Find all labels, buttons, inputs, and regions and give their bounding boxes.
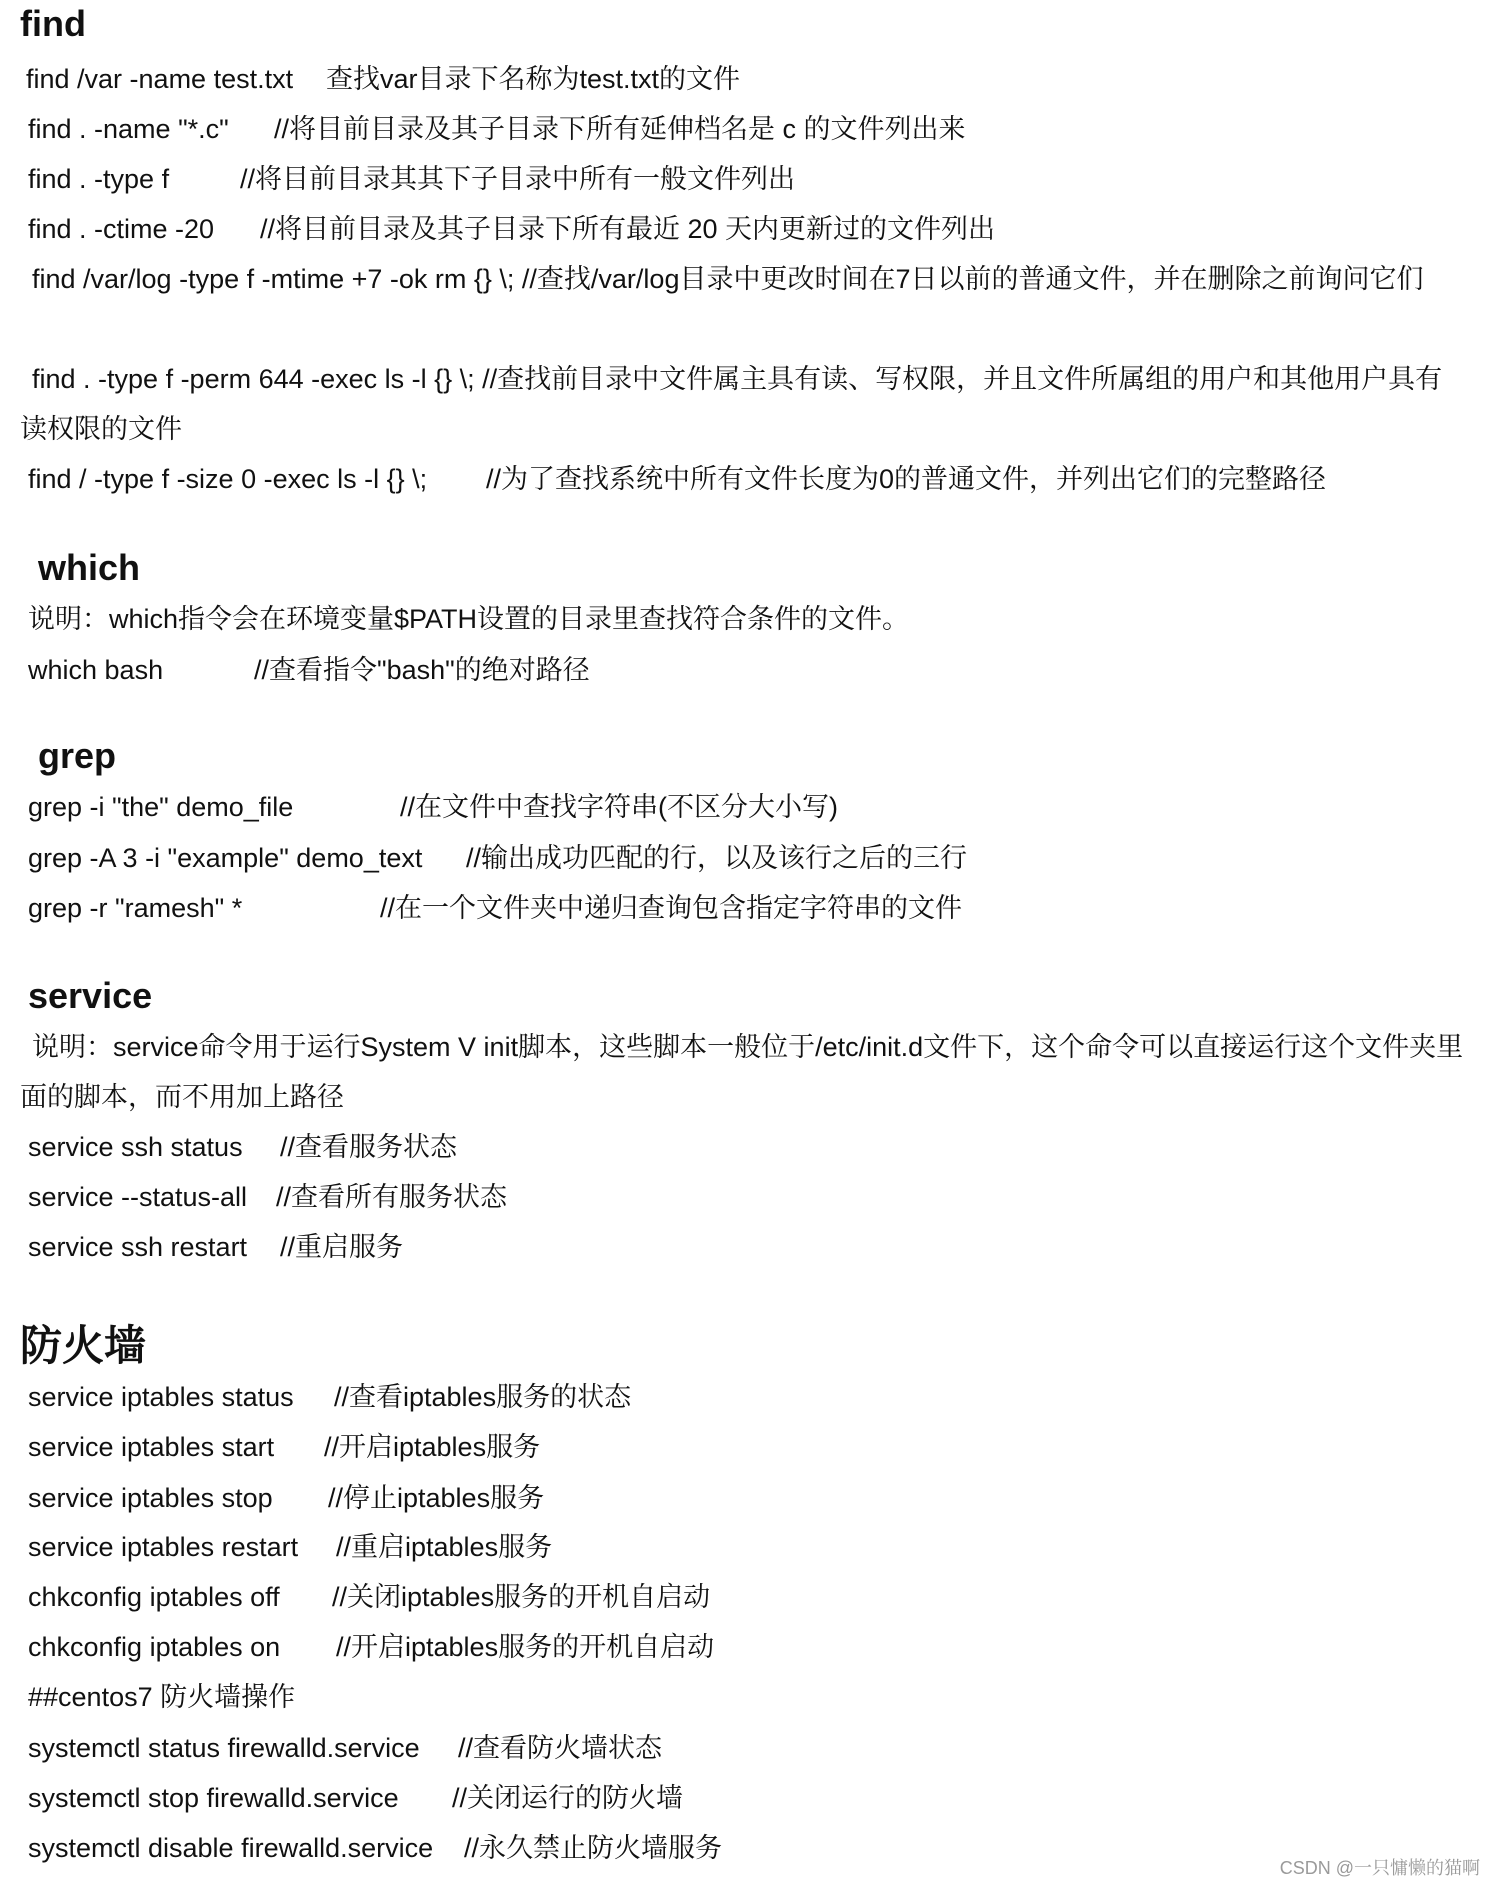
comment: //在一个文件夹中递归查询包含指定字符串的文件 bbox=[380, 893, 963, 923]
command: service ssh restart bbox=[28, 1232, 248, 1262]
comment: //重启服务 bbox=[280, 1232, 404, 1262]
firewall-centos7-note: ##centos7 防火墙操作 bbox=[28, 1682, 296, 1712]
command: systemctl stop firewalld.service bbox=[28, 1783, 399, 1813]
comment: 查找var目录下名称为test.txt的文件 bbox=[326, 64, 741, 94]
service-line-2 bbox=[28, 1172, 1468, 1222]
comment: //重启iptables服务 bbox=[336, 1532, 553, 1562]
command: service ssh status bbox=[28, 1132, 243, 1162]
command: find / -type f -size 0 -exec ls -l {} \; bbox=[28, 464, 428, 494]
find-line-5: find /var/log -type f -mtime +7 -ok rm {} \; //查找/var/log目录中更改时间在7日以前的普通文件，并在删除之前询问它们 bbox=[32, 264, 1424, 294]
firewall-line-4 bbox=[28, 1522, 1468, 1572]
comment: //查看iptables服务的状态 bbox=[334, 1382, 632, 1412]
command: grep -r "ramesh" * bbox=[28, 893, 243, 923]
grep-line-3 bbox=[28, 883, 1468, 933]
command: service --status-all bbox=[28, 1182, 248, 1212]
comment: //查看防火墙状态 bbox=[458, 1733, 663, 1763]
firewall-line-6 bbox=[28, 1622, 1468, 1672]
comment: //输出成功匹配的行，以及该行之后的三行 bbox=[466, 843, 968, 873]
comment: //查看所有服务状态 bbox=[276, 1182, 508, 1212]
which-description: 说明：which指令会在环境变量$PATH设置的目录里查找符合条件的文件。 bbox=[28, 604, 910, 634]
service-line-1 bbox=[28, 1122, 1468, 1172]
command: chkconfig iptables off bbox=[28, 1582, 280, 1612]
comment: //关闭运行的防火墙 bbox=[452, 1783, 684, 1813]
find-line-3 bbox=[28, 154, 1468, 204]
service-line-3 bbox=[28, 1222, 1468, 1272]
firewall-line-8 bbox=[28, 1723, 1468, 1773]
comment: //将目前目录及其子目录下所有最近 20 天内更新过的文件列出 bbox=[260, 214, 996, 244]
command: service iptables stop bbox=[28, 1483, 273, 1513]
command: systemctl disable firewalld.service bbox=[28, 1833, 434, 1863]
which-line-1 bbox=[28, 645, 1468, 695]
section-heading-which: which bbox=[38, 547, 141, 588]
find-line-4 bbox=[28, 204, 1468, 254]
comment: //永久禁止防火墙服务 bbox=[464, 1833, 723, 1863]
firewall-line-3 bbox=[28, 1473, 1468, 1523]
command: find /var -name test.txt bbox=[26, 64, 294, 94]
find-line-1 bbox=[26, 54, 1466, 104]
firewall-line-2 bbox=[28, 1422, 1468, 1472]
find-line-7 bbox=[28, 454, 1468, 504]
csdn-watermark: CSDN @一只慵懒的猫啊 bbox=[1279, 1858, 1480, 1878]
comment: //查看指令"bash"的绝对路径 bbox=[254, 655, 590, 685]
comment: //开启iptables服务的开机自启动 bbox=[336, 1632, 715, 1662]
comment: //停止iptables服务 bbox=[328, 1483, 545, 1513]
command: grep -i "the" demo_file bbox=[28, 792, 294, 822]
comment: //将目前目录及其子目录下所有延伸档名是 c 的文件列出来 bbox=[274, 114, 966, 144]
command: grep -A 3 -i "example" demo_text bbox=[28, 843, 423, 873]
comment: //为了查找系统中所有文件长度为0的普通文件，并列出它们的完整路径 bbox=[486, 464, 1327, 494]
command: systemctl status firewalld.service bbox=[28, 1733, 420, 1763]
comment: //开启iptables服务 bbox=[324, 1432, 541, 1462]
command: find . -name "*.c" bbox=[28, 114, 229, 144]
command: find . -type f bbox=[28, 164, 170, 194]
comment: //将目前目录其其下子目录中所有一般文件列出 bbox=[240, 164, 796, 194]
section-heading-grep: grep bbox=[38, 735, 117, 776]
firewall-line-1 bbox=[28, 1372, 1468, 1422]
command: which bash bbox=[28, 655, 164, 685]
section-heading-service: service bbox=[28, 975, 153, 1016]
firewall-line-9 bbox=[28, 1773, 1468, 1823]
section-heading-firewall: 防火墙 bbox=[20, 1322, 147, 1369]
comment: //关闭iptables服务的开机自启动 bbox=[332, 1582, 711, 1612]
comment: //查看服务状态 bbox=[280, 1132, 458, 1162]
find-line-6: find . -type f -perm 644 -exec ls -l {} \; //查找前目录中文件属主具有读、写权限，并且文件所属组的用户和其他用户具有读权限的文件 bbox=[20, 364, 1443, 444]
grep-line-2 bbox=[28, 833, 1468, 883]
command: find . -ctime -20 bbox=[28, 214, 215, 244]
command: service iptables status bbox=[28, 1382, 294, 1412]
firewall-line-5 bbox=[28, 1572, 1468, 1622]
command: service iptables restart bbox=[28, 1532, 299, 1562]
comment: //在文件中查找字符串(不区分大小写) bbox=[400, 792, 838, 822]
command: chkconfig iptables on bbox=[28, 1632, 281, 1662]
section-heading-find: find bbox=[20, 3, 86, 44]
command: service iptables start bbox=[28, 1432, 275, 1462]
grep-line-1 bbox=[28, 782, 1468, 832]
firewall-line-10 bbox=[28, 1823, 1468, 1873]
service-description: 说明：service命令用于运行System V init脚本，这些脚本一般位于/etc/init.d文件下，这个命令可以直接运行这个文件夹里面的脚本，而不用加上路径 bbox=[20, 1032, 1464, 1112]
find-line-2 bbox=[28, 104, 1468, 154]
